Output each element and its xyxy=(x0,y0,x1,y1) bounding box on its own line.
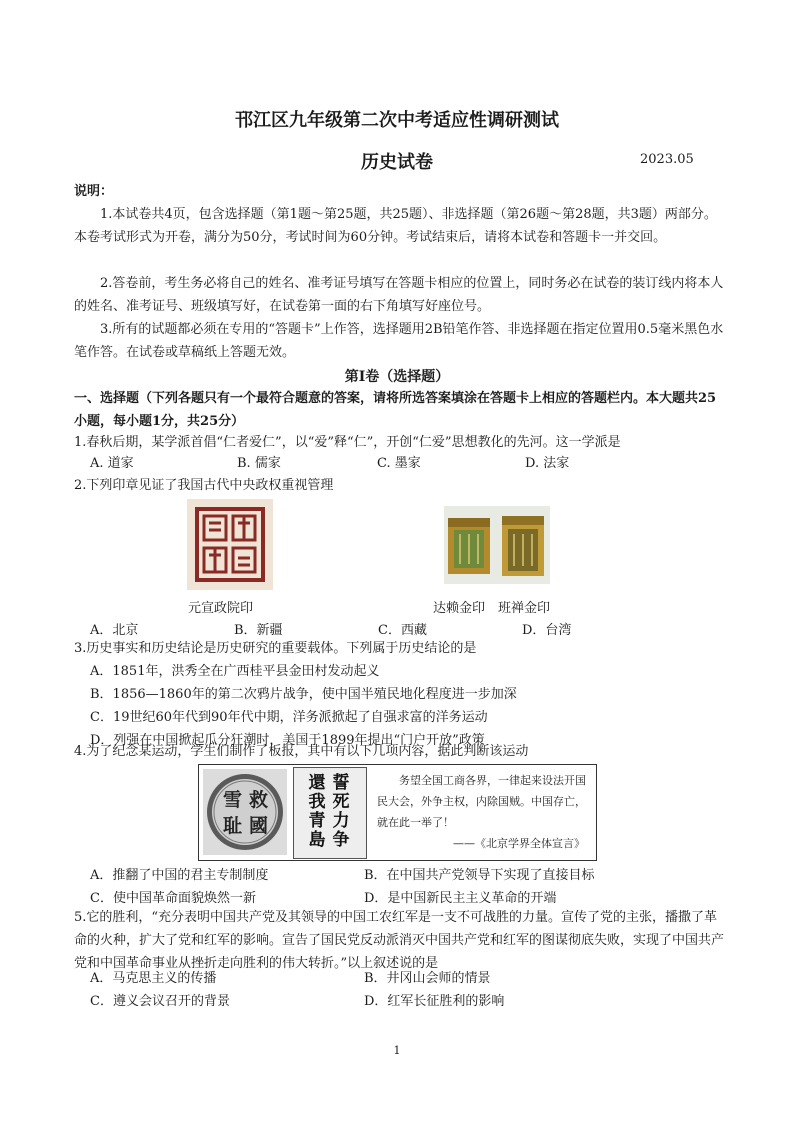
declaration-quote xyxy=(377,770,589,854)
option-c[interactable]: C．19世纪60年代到90年代中期，洋务派掀起了自强求富的洋务运动 xyxy=(90,710,488,725)
quote-text: 务望全国工商各界，一律起来设法开国民大会，外争主权，内除国贼。中国存亡，就在此一举了！ xyxy=(377,774,586,829)
image-caption: 达赖金印 班禅金印 xyxy=(433,601,551,616)
question-stem: 5.它的胜利，“充分表明中国共产党及其领导的中国工农红军是一支不可战胜的力量。宣传了党的主张，播撒了革命的火种，扩大了党和红军的影响。宣告了国民党反动派消灭中国共产党和红军的图谋彻底失败，实现了中国共产党和中国革命事业从挫折走向胜利的伟大转折。”以上叙述说的是 xyxy=(74,910,725,971)
option-b[interactable]: B．1856—1860年的第二次鸦片战争，使中国半殖民地化程度进一步加深 xyxy=(90,687,517,702)
coin-char: 救 xyxy=(249,789,269,811)
question-stem: 2.下列印章见证了我国古代中央政权重视管理 xyxy=(74,478,334,493)
question-stem: 4.为了纪念某运动，学生们制作了板报，其中有以下几项内容，据此判断该运动 xyxy=(74,744,529,759)
question-stem: 3.历史事实和历史结论是历史研究的重要载体。下列属于历史结论的是 xyxy=(74,641,477,656)
option-c[interactable]: C．遵义会议召开的背景 xyxy=(90,994,230,1009)
option-b[interactable]: B．在中国共产党领导下实现了直接目标 xyxy=(364,868,595,883)
coin-char: 耻 xyxy=(223,815,243,837)
option-d[interactable]: D．红军长征胜利的影响 xyxy=(364,994,505,1009)
instruction-item: 2.答卷前，考生务必将自己的姓名、准考证号填写在答题卡相应的位置上，同时务必在试卷的装订线内将本人的姓名、准考证号、班级填写好，在试卷第一面的右下角填写好座位号。 xyxy=(74,276,724,314)
yuan-seal-image xyxy=(187,499,273,590)
option-a[interactable]: A．推翻了中国的君主专制制度 xyxy=(90,868,269,883)
slogan-column: 誓死力争 xyxy=(332,773,350,850)
gold-seals-image xyxy=(444,506,550,584)
slogan-column: 還我青島 xyxy=(308,773,326,850)
option-a[interactable]: A．马克思主义的传播 xyxy=(90,971,217,986)
exam-subtitle: 历史试卷 xyxy=(361,152,433,173)
commemorative-coin-image xyxy=(203,769,287,855)
option-b[interactable]: B. 儒家 xyxy=(237,456,281,471)
option-d[interactable]: D．是中国新民主主义革命的开端 xyxy=(364,891,557,906)
option-d[interactable]: D．台湾 xyxy=(522,623,572,638)
blackboard-figure xyxy=(198,764,597,861)
question-options xyxy=(90,452,730,474)
option-a[interactable]: A．1851年，洪秀全在广西桂平县金田村发动起义 xyxy=(90,664,380,679)
option-c[interactable]: C．使中国革命面貌焕然一新 xyxy=(90,891,256,906)
instructions-heading: 说明： xyxy=(74,184,114,199)
option-b[interactable]: B．新疆 xyxy=(234,623,283,638)
option-d[interactable]: D．列强在中国掀起瓜分狂潮时，美国于1899年提出“门户开放”政策 xyxy=(90,733,485,748)
part-title: 第Ⅰ卷（选择题） xyxy=(344,369,450,385)
page-number: 1 xyxy=(393,1044,401,1057)
option-a[interactable]: A．北京 xyxy=(90,623,139,638)
option-c[interactable]: C．西藏 xyxy=(378,623,427,638)
image-caption: 元宣政院印 xyxy=(188,601,254,616)
section-intro: 一、选择题（下列各题只有一个最符合题意的答案，请将所选答案填涂在答题卡上相应的答题栏内。本大题共25小题，每小题1分，共25分） xyxy=(74,391,717,429)
exam-date: 2023.05 xyxy=(640,152,694,167)
option-d[interactable]: D. 法家 xyxy=(525,456,570,471)
option-b[interactable]: B．井冈山会师的情景 xyxy=(364,971,491,986)
exam-title: 邗江区九年级第二次中考适应性调研测试 xyxy=(235,110,559,131)
coin-char: 雪 xyxy=(223,789,243,811)
instruction-item: 3.所有的试题都必须在专用的“答题卡”上作答，选择题用2B铅笔作答、非选择题在指定位置用0.5毫米黑色水笔作答。在试卷或草稿纸上答题无效。 xyxy=(74,322,724,360)
option-c[interactable]: C. 墨家 xyxy=(377,456,421,471)
question-stem: 1.春秋后期，某学派首倡“仁者爱仁”，以“爱”释“仁”，开创“仁爱”思想教化的先河。这一学派是 xyxy=(74,435,621,450)
instruction-item: 1.本试卷共4页，包含选择题（第1题～第25题，共25题）、非选择题（第26题～第28题，共3题）两部分。本卷考试形式为开卷，满分为50分，考试时间为60分钟。考试结束后，请将本试卷和答题卡一并交回。 xyxy=(74,207,717,245)
option-a[interactable]: A. 道家 xyxy=(90,456,134,471)
slogan-image xyxy=(293,767,367,859)
coin-char: 國 xyxy=(249,815,269,837)
quote-source: ——《北京学界全体宣言》 xyxy=(453,837,585,850)
